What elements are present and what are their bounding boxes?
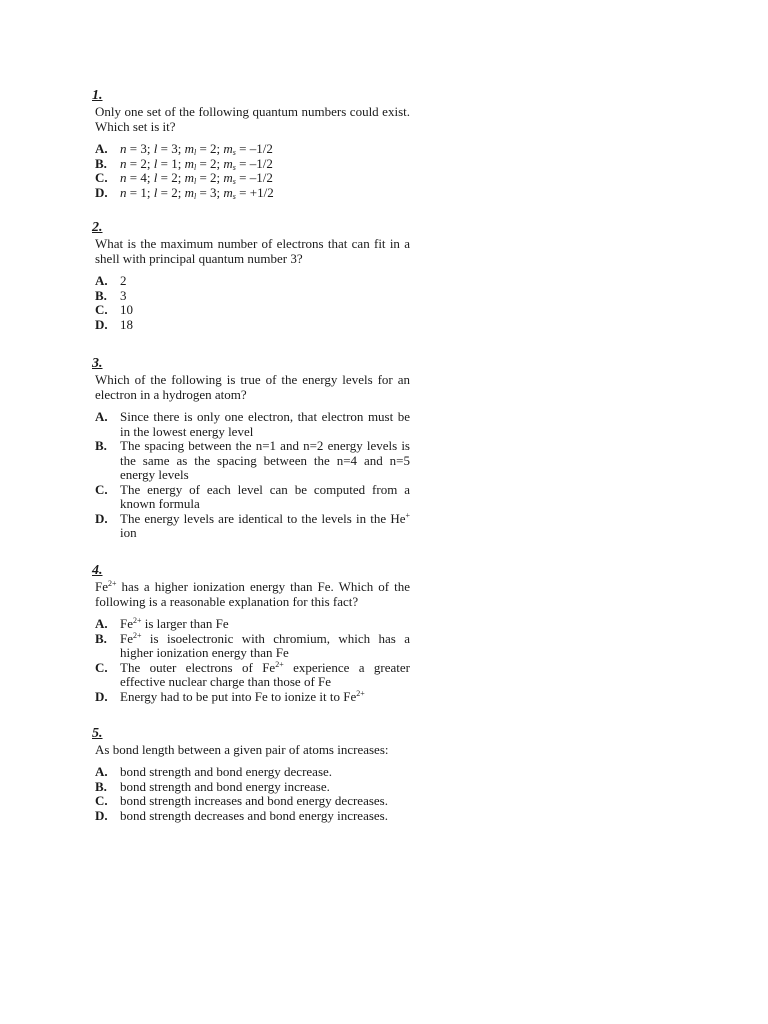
question-number: 4. [92,563,103,578]
option-text-main: The outer electrons of [120,659,263,675]
option-letter: C. [95,793,108,808]
ms-value: –1/2 [249,141,273,156]
ion-charge: 2+ [133,630,142,640]
option-letter: C. [95,481,108,497]
option-d [95,690,410,705]
ms-value: –1/2 [249,155,273,171]
option-letter: B. [95,438,107,453]
ion-charge: 2+ [275,659,284,669]
option-text: n = 3; l = 3; $m_l = 2$; $m_s = -1/2$ [120,141,273,157]
option-letter: B. [95,287,107,303]
question-number: 2. [92,220,103,235]
option-letter: D. [95,184,108,200]
option-text: n = 1; l = 2; $m_l = 3$; $m_s = +1/2$ [120,184,274,201]
option-text: 2 [120,273,127,288]
option-text: 18 [120,316,133,332]
question-text [95,579,410,609]
ion-species: Fe [120,616,133,631]
option-letter: B. [95,155,107,171]
l-value: 1 [171,155,178,171]
option-text-rest: is isoelectronic with chromium, which has a higher ionization energy than Fe [120,630,410,660]
question-4 [92,563,410,704]
option-text [120,617,410,632]
option-d [95,512,410,541]
option-letter: D. [95,510,108,526]
option-b [95,157,410,172]
ion-species: Fe [120,630,133,646]
options-list [95,617,410,704]
option-d [95,809,410,824]
option-text: n = 4; l = 2; $m_l = 2$; $m_s = -1/2$ [120,170,273,186]
option-text: 3 [120,287,127,303]
question-text: Only one set of the following quantum numbers could exist. Which set is it? [95,104,410,134]
option-a [95,617,410,632]
ion-species: Fe [95,579,108,594]
option-letter: C. [95,659,108,675]
question-text: As bond length between a given pair of atoms increases: [95,742,389,757]
question-3 [92,356,410,541]
options-list [95,410,410,541]
option-letter: D. [95,688,108,704]
option-b [95,289,410,304]
option-text-after: experience a greater effective nuclear charge than those of Fe [120,659,410,689]
option-a [95,274,410,289]
ion-charge: 2+ [108,579,117,588]
option-a [95,142,410,157]
option-text: bond strength and bond energy decrease. [120,764,333,779]
question-number: 1. [92,88,103,103]
ml-value: 3 [210,184,217,200]
option-text: n = 2; l = 1; $m_l = 2$; $m_s = -1/2$ [120,155,273,172]
option-d [95,318,410,333]
option-text: 10 [120,302,133,317]
question-5 [92,726,410,823]
ml-value: 2 [210,141,217,156]
option-letter: A. [95,273,108,288]
option-text: The energy of each level can be computed from a known formula [120,481,410,511]
ion-species: Fe [343,688,357,704]
option-a [95,410,410,439]
option-text: bond strength decreases and bond energy increases. [120,807,388,823]
l-value: 3 [171,141,178,156]
question-number: 3. [92,356,103,371]
options-list [95,142,410,200]
question-text-rest: has a higher ionization energy than Fe. Which of the following is a reasonable explanation for this fact? [95,579,410,609]
option-b [95,780,410,795]
option-text: bond strength and bond energy increase. [120,778,330,794]
option-letter: D. [95,316,108,332]
option-text [120,512,410,541]
n-value: 3 [140,141,147,156]
option-letter: A. [95,141,108,156]
option-text-rest: is larger than Fe [141,616,229,631]
options-list [95,765,410,823]
option-letter: A. [95,616,108,631]
l-value: 2 [171,184,178,200]
option-c [95,303,410,318]
option-letter: C. [95,170,108,185]
ms-value: +1/2 [249,184,274,200]
question-number: 5. [92,726,103,741]
option-c [95,794,410,809]
n-value: 2 [140,155,147,171]
option-b [95,439,410,483]
ion-species: He [390,510,406,526]
question-2 [92,220,410,332]
option-text [120,661,410,690]
question-text: What is the maximum number of electrons that can fit in a shell with principal quantum number 3? [95,236,410,266]
option-text: The spacing between the n=1 and n=2 energy levels is the same as the spacing between the n=4 and n=5 energy levels [120,438,410,482]
option-text-after: ion [120,525,137,540]
option-letter: D. [95,807,108,823]
n-value: 1 [140,184,147,200]
option-letter: B. [95,630,107,646]
ms-value: –1/2 [249,170,273,185]
l-value: 2 [171,170,178,185]
ion-charge: + [405,510,410,520]
option-letter: A. [95,764,108,779]
option-letter: A. [95,409,108,424]
option-c [95,483,410,512]
option-text-main: Energy had to be put into Fe to ionize it to [120,688,344,704]
question-1 [92,88,410,200]
option-text: bond strength increases and bond energy decreases. [120,793,388,808]
option-text: Since there is only one electron, that electron must be in the lowest energy level [120,409,410,439]
option-b [95,632,410,661]
option-letter: B. [95,778,107,794]
option-text-main: The energy levels are identical to the levels in the [120,510,387,526]
ion-charge: 2+ [133,616,142,625]
option-a [95,765,410,780]
ml-value: 2 [210,170,217,185]
options-list [95,274,410,332]
question-text: Which of the following is true of the energy levels for an electron in a hydrogen atom? [95,372,410,402]
option-text [120,632,410,661]
option-letter: C. [95,302,108,317]
option-text [120,690,410,705]
ion-charge: 2+ [356,688,365,698]
option-c [95,661,410,690]
option-d [95,186,410,201]
ml-value: 2 [210,155,217,171]
ion-species: Fe [262,659,276,675]
n-value: 4 [140,170,147,185]
option-c [95,171,410,186]
